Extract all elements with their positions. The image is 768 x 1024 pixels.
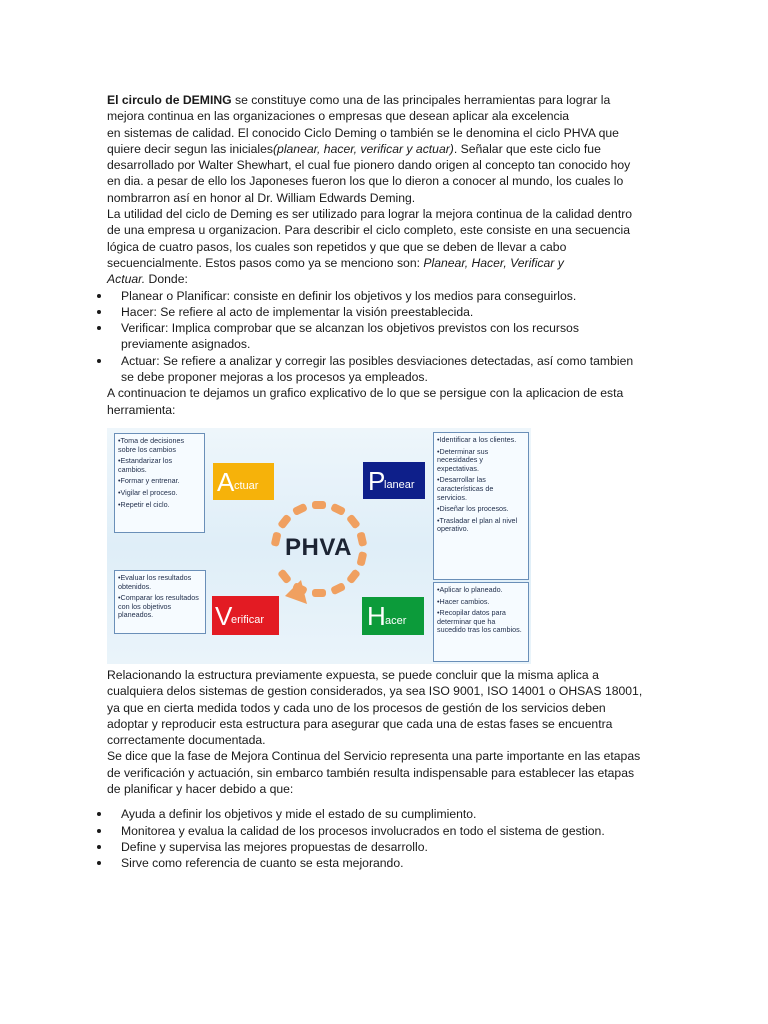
phva-diagram: [107, 428, 531, 664]
planear-box: •Identificar a los clientes. •Determinar sus necesidades y expectativas. •Desarrollar las características de servicios. •Diseñar los procesos. •Trasladar el plan al nivel operativo.: [433, 432, 529, 580]
list-item: Hacer: Se refiere al acto de implementar la visión preestablecida.: [107, 304, 652, 320]
ring-segment: [292, 503, 308, 516]
improvement-paragraph: Se dice que la fase de Mejora Continua del Servicio representa una parte importante en las etapas de verificación y actuación, sin embarco también resulta indispensable para establecer las etapas de planificar y hacer debido a que:: [107, 749, 641, 797]
list-item: Define y supervisa las mejores propuestas de desarrollo.: [107, 839, 652, 855]
ring-segment: [277, 568, 292, 584]
ring-segment: [330, 582, 346, 595]
list-item: Sirve como referencia de cuanto se esta mejorando.: [107, 855, 652, 871]
ring-segment: [346, 514, 361, 530]
benefits-list: [107, 806, 652, 871]
ring-segment: [356, 531, 367, 546]
ring-segment: [312, 589, 326, 597]
intro-paragraph: El circulo de DEMING se constituye como una de las principales herramientas para lograr la mejora continua en las organizaciones o empresas que desean aplicar ala excelencia en sistemas de calidad. El conocido Ciclo Deming o también se le denomina el ciclo PHVA que quiere decir segun las iniciales(planear, hacer, verificar y actuar). Señalar que este ciclo fue desarrollado por Walter Shewhart, el cual fue pionero dando origen al concepto tan conocido hoy en dia. a pesar de ello los Japoneses fueron los que lo dieron a conocer al mundo, los cuales lo nombrarron así en honor al Dr. William Edwards Deming.: [107, 93, 631, 205]
phva-center-label: PHVA: [285, 534, 352, 561]
verificar-box: •Evaluar los resultados obtenidos. •Comparar los resultados con los objetivos planeados.: [114, 570, 206, 634]
actuar-box: •Toma de decisiones sobre los cambios •Estandarizar los cambios. •Formar y entrenar. •Vigilar el proceso. •Repetir el ciclo.: [114, 433, 205, 533]
document-body-lower: [107, 667, 652, 872]
document-body: [107, 92, 652, 418]
ring-segment: [277, 514, 292, 530]
steps-list: [107, 288, 652, 386]
hacer-tile: H acer: [362, 597, 424, 635]
list-item: Actuar: Se refiere a analizar y corregir las posibles desviaciones detectadas, así como tambien se debe proponer mejoras a los procesos ya empleados.: [107, 353, 652, 386]
utility-paragraph: La utilidad del ciclo de Deming es ser utilizado para lograr la mejora continua de la calidad dentro de una empresa u organizacion. Para describir el ciclo completo, este consiste en una secuencia lógica de cuatro pasos, los cuales son repetidos y que que se deben de llevar a cabo secuencialmente. Estos pasos como ya se menciono son: Planear, Hacer, Verificar y Actuar. Donde:: [107, 207, 633, 287]
planear-tile: P lanear: [363, 462, 425, 499]
actuar-tile: A ctuar: [213, 463, 274, 500]
list-item: Planear o Planificar: consiste en definir los objetivos y los medios para conseguirlos.: [107, 288, 652, 304]
hacer-box: •Aplicar lo planeado. •Hacer cambios. •Recopilar datos para determinar que ha sucedido tras los cambios.: [433, 582, 529, 662]
graphic-intro-paragraph: A continuacion te dejamos un grafico explicativo de lo que se persigue con la aplicacion de esta herramienta:: [107, 386, 624, 417]
ring-segment: [356, 551, 367, 566]
list-item: Verificar: Implica comprobar que se alcanzan los objetivos previstos con los recursos previamente asignados.: [107, 320, 652, 353]
ring-segment: [312, 501, 326, 509]
deming-title: El circulo de DEMING: [107, 93, 232, 107]
conclusion-paragraph: Relacionando la estructura previamente expuesta, se puede concluir que la misma aplica a cualquiera delos sistemas de gestion considerados, ya sea ISO 9001, ISO 14001 o OHSAS 18001, ya que en cierta medida todos y cada uno de los procesos de gestión de los servicios deben adoptar y reproducir esta estructura para asegurar que cada una de estas fases se encuentra correctamente documentada.: [107, 668, 643, 748]
ring-segment: [330, 503, 346, 516]
ring-segment: [271, 531, 282, 546]
verificar-tile: V erificar: [212, 596, 279, 635]
ring-segment: [346, 568, 361, 584]
list-item: Ayuda a definir los objetivos y mide el estado de su cumplimiento.: [107, 806, 652, 822]
list-item: Monitorea y evalua la calidad de los procesos involucrados en todo el sistema de gestion.: [107, 823, 652, 839]
